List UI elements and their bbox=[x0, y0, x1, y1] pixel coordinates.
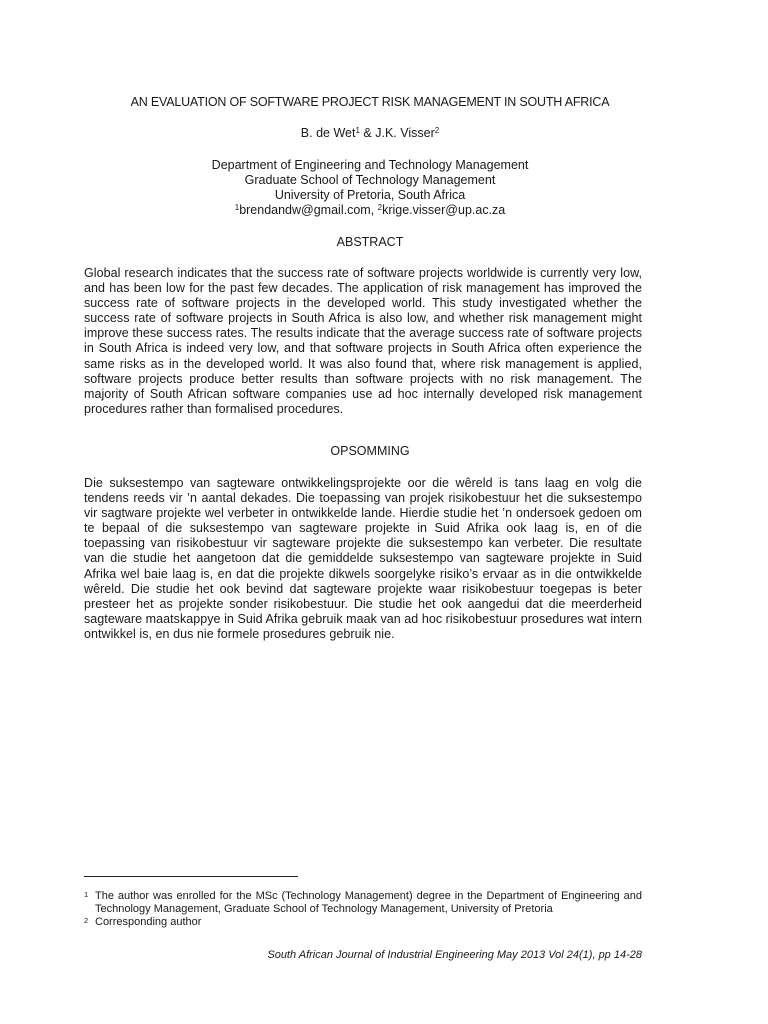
email-2: krige.visser@up.ac.za bbox=[382, 203, 506, 217]
affiliation-school: Graduate School of Technology Management bbox=[244, 173, 496, 187]
affiliation-emails bbox=[84, 203, 656, 218]
email-2-mark: 2 bbox=[377, 203, 383, 212]
footnotes bbox=[84, 890, 642, 930]
affiliation-department: Department of Engineering and Technology Management bbox=[211, 158, 529, 172]
footnote-2-mark: 2 bbox=[84, 916, 89, 926]
email-1: brendandw@gmail.com, bbox=[239, 203, 378, 217]
footnote-divider bbox=[84, 876, 298, 877]
affiliation-university: University of Pretoria, South Africa bbox=[274, 188, 466, 202]
journal-citation: South African Journal of Industrial Engineering May 2013 Vol 24(1), pp 14-28 bbox=[267, 949, 642, 961]
paper-title: AN EVALUATION OF SOFTWARE PROJECT RISK MANAGEMENT IN SOUTH AFRICA bbox=[130, 95, 610, 109]
email-1-mark: 1 bbox=[234, 203, 240, 212]
footnote-2 bbox=[84, 916, 642, 929]
author-line bbox=[84, 126, 656, 140]
author-separator: & bbox=[359, 126, 376, 140]
author-2-name: J.K. Visser bbox=[375, 126, 435, 140]
footnote-2-text: Corresponding author bbox=[95, 916, 202, 929]
footnote-1-text: The author was enrolled for the MSc (Technology Management) degree in the Department of Engineering and Technology Management, Graduate School of Technology Management, University of Pretoria bbox=[95, 890, 642, 916]
author-2-footnote-mark: 2 bbox=[434, 126, 440, 135]
abstract-text: Global research indicates that the success rate of software projects worldwide is currently very low, and has been low for the past few decades. The application of risk management has improved the success rate of software projects in the developed world. This study investigated whether the success rate of software projects in South Africa is also low, and whether risk management might improve these success rates. The results indicate that the average success rate of software projects in South Africa is indeed very low, and that software projects in South Africa often experience the same risks as in the developed world. It was also found that, where risk management is applied, software projects produce better results than software projects with no risk management. The majority of South African software companies use ad hoc internally developed risk management procedures rather than formalised procedures. bbox=[84, 266, 642, 416]
footnote-1-mark: 1 bbox=[84, 890, 89, 899]
opsomming-text: Die suksestempo van sagteware ontwikkelingsprojekte oor die wêreld is tans laag en volg die tendens reeds vir ’n aantal dekades. Die toepassing van projek risikobestuur het die suksestempo vir sagtware projekte wel verbeter in ontwikkelde lande. Hierdie studie het ’n ondersoek gedoen om te bepaal of die suksestempo van sagteware projekte in Suid Afrika ook laag is, en of die toepassing van risikobestuur vir sagteware projekte die suksestempo kan verbeter. Die resultate van die studie het aangetoon dat die gemiddelde suksestempo van sagteware projekte in Suid Afrika wel baie laag is, en dat die projekte dikwels soorgelyke risiko’s ervaar as in die ontwikkelde wêreld. Die studie het ook bevind dat sagteware projekte waar risikobestuur toegepas is beter presteer het as projekte sonder risikobestuur. Die studie het ook aangedui dat die meerderheid sagteware maatskappye in Suid Afrika gebruik maak van ad hoc risikobestuur prosedures wat intern ontwikkel is, en dus nie formele prosedures gebruik nie. bbox=[84, 476, 642, 641]
author-1-footnote-mark: 1 bbox=[355, 126, 360, 135]
affiliation-block bbox=[84, 158, 656, 218]
abstract-heading: ABSTRACT bbox=[336, 235, 404, 249]
opsomming-heading: OPSOMMING bbox=[330, 444, 410, 458]
footnote-1 bbox=[84, 890, 642, 916]
author-1-name: B. de Wet bbox=[300, 126, 356, 140]
